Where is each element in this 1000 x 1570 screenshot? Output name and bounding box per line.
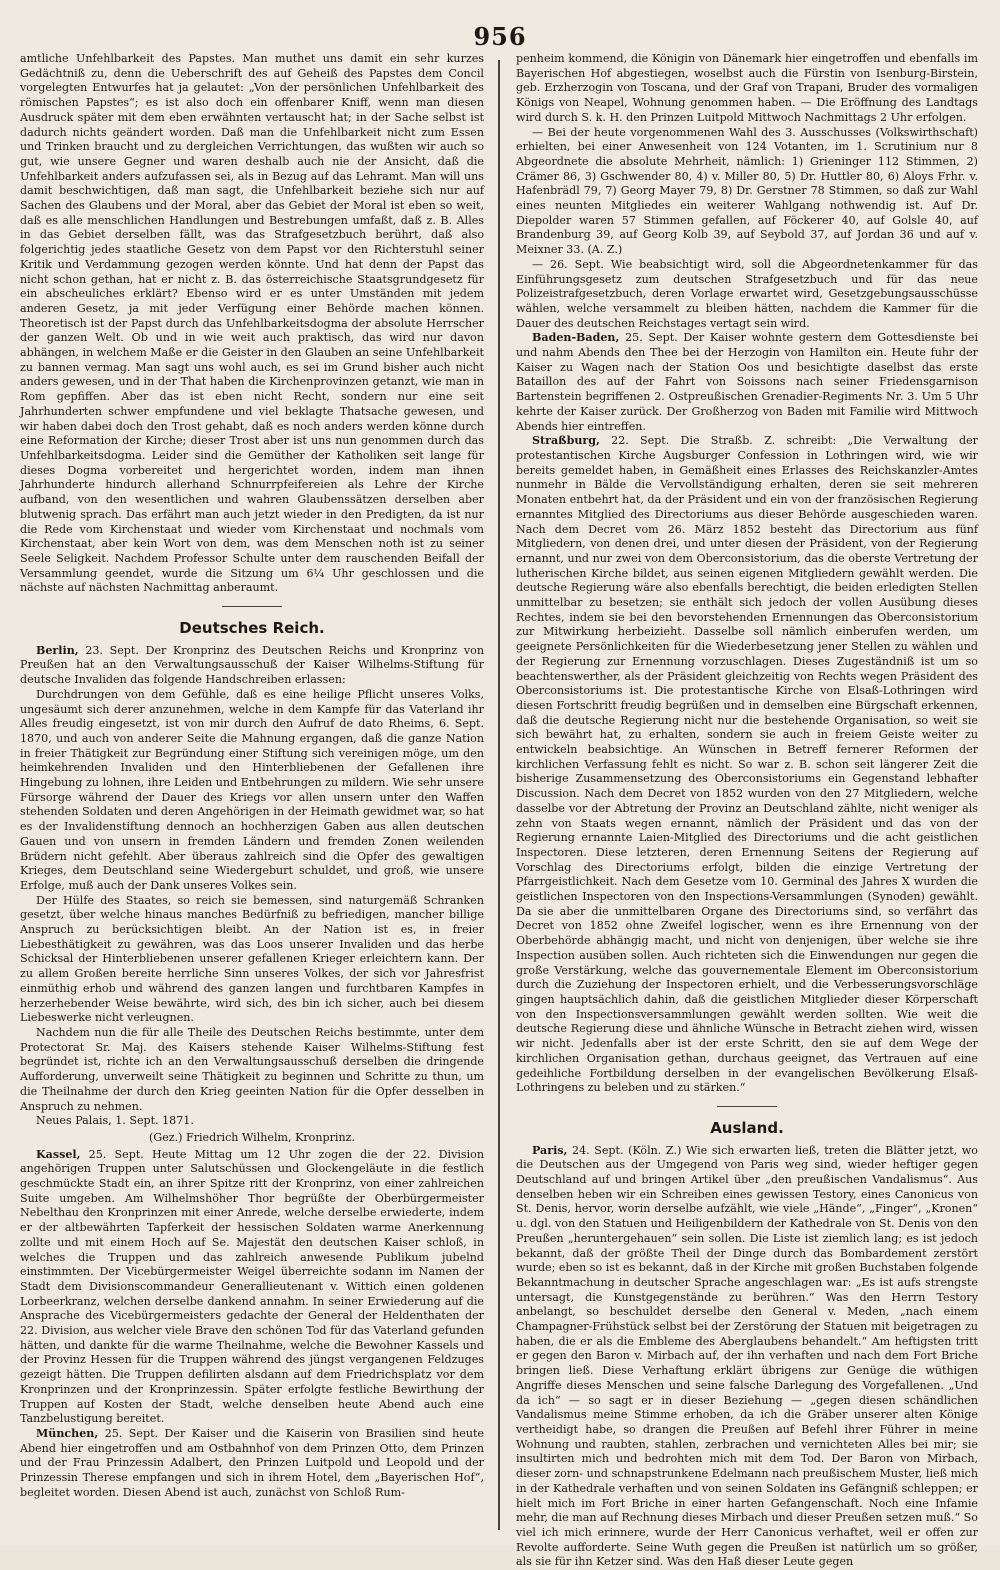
letter-paragraph: Durchdrungen von dem Gefühle, daß es eine heilige Pflicht unseres Volks, ungesäumt sich derer anzunehmen, welche in dem Kampfe für das Vaterland ihr Alles freudig eingesetzt, ist von mir durch den Aufruf de dato Rheims, 6. Sept. 1870, und auch von anderer Seite die Mahnung ergangen, daß die ganze Nation in freier Thätigkeit zur Begründung einer Stiftung sich vereinigen möge, um den heimkehrenden Invaliden und den Hinterbliebenen der Gefallenen ihre Hingebung zu lohnen, ihre Leiden und Entbehrungen zu mildern. Wie sehr unsere Fürsorge während der Dauer des Kriegs vor allen unsern unter den Waffen stehenden Soldaten und deren Angehörigen in der Heimath gewidmet war, so hat es der Invalidenstiftung dennoch an hochherzigen Gaben aus allen deutschen Gauen und von unsern in fremden Ländern und fremden Zonen weilenden Brüdern nicht gefehlt. Aber überaus zahlreich sind die Opfer des gewaltigen Krieges, dem Deutschland seine Wiedergeburt schuldet, und groß, wie unsere Erfolge, muß auch der Dank unseres Volkes sein.	[20, 687, 484, 892]
dateline-city: Paris,	[532, 1143, 568, 1157]
article-muenchen	[20, 1427, 484, 1501]
article-paragraph: penheim kommend, die Königin von Dänemark hier eingetroffen und ebenfalls im Bayerischen Hof abgestiegen, woselbst auch die Fürstin von Isenburg-Birstein, geb. Erzherzogin von Toscana, und der Graf von Trapani, Bruder des vormaligen Königs von Neapel, Wohnung genommen haben. — Die Eröffnung des Landtags wird durch S. k. H. den Prinzen Luitpold Mittwoch Nachmittags 2 Uhr erfolgen.	[516, 52, 978, 124]
dateline-city: Berlin,	[36, 643, 79, 657]
article-paris	[516, 1144, 978, 1570]
article-text: 22. Sept. Die Straßb. Z. schreibt: „Die Verwaltung der protestantischen Kirche Augsburger Confession in Lothringen wird, wie wir bereits gemeldet haben, in Gemäßheit eines Erlasses des Reichskanzler-Amtes nunmehr in Bälde die Vervollständigung erhalten, deren sie seit mehreren Monaten entbehrt hat, da der Präsident und ein von der französischen Regierung ernanntes Mitglied des Directoriums aus dieser Behörde ausgeschieden waren. Nach dem Decret vom 26. März 1852 besteht das Directorium aus fünf Mitgliedern, von denen drei, und unter diesen der Präsident, von der Regierung ernannt, und nur zwei von dem Oberconsistorium, das die oberste Vertretung der lutherischen Kirche bildet, aus seinen eigenen Mitgliedern gewählt werden. Die deutsche Regierung wäre also ebenfalls berechtigt, die beiden erledigten Stellen unmittelbar zu besetzen; sie enthält sich jedoch der vollen Ausübung dieses Rechtes, indem sie bei den bevorstehenden Ernennungen das Oberconsistorium zur Mitwirkung herbeizieht. Dasselbe soll nämlich einberufen werden, um geeignete Persönlichkeiten für die Wiederbesetzung jener Stellen zu wählen und der Regierung zur Ernennung vorzuschlagen. Dieses Zugeständniß ist um so beachtenswerther, als der Präsident gleichzeitig von Rechts wegen Präsident des Oberconsistoriums ist. Die protestantische Kirche von Elsaß-Lothringen wird diesen Fortschritt freudig begrüßen und in demselben eine Bürgschaft erkennen, daß die deutsche Regierung nicht nur die bestehende Organisation, so weit sie sich bewährt hat, zu erhalten, sondern sie auch in freiem Geiste weiter zu entwickeln beabsichtige. An Wünschen in Betreff fernerer Reformen der kirchlichen Verfassung fehlt es nicht. So war z. B. schon seit längerer Zeit die bisherige Zusammensetzung des Oberconsistoriums ein Gegenstand lebhafter Discussion. Nach dem Decret von 1852 wurden von den 27 Mitgliedern, welche dasselbe vor der Abtretung der Provinz an Deutschland zählte, nicht weniger als zehn von Staats wegen ernannt, nämlich der Präsident und das von der Regierung ernannte Laien-Mitglied des Directoriums und die acht geistlichen Inspectoren. Diese letzteren, deren Ernennung Seitens der Regierung auf Vorschlag des Directoriums erfolgt, bilden die einzige Vertretung der Pfarrgeistlichkeit. Nach dem Gesetze vom 10. Germinal des Jahres X wurden die geistlichen Inspectoren von den Inspections-Versammlungen (Synoden) gewählt. Da sie aber die unmittelbaren Organe des Directoriums sind, so verfährt das Decret von 1852 ohne Zweifel logischer, wenn es ihre Ernennung von der Oberbehörde abhängig macht, und nicht von denjenigen, über welche sie ihre Inspection ausüben sollen. Auch richteten sich die Einwendungen nur gegen die große Verstärkung, welche das gouvernementale Element im Oberconsistorium durch die Zuziehung der Inspectoren erhielt, und die Verbesserungsvorschläge gingen hauptsächlich dahin, daß die geistlichen Mitglieder dieser Körperschaft von den Inspectionsversammlungen gewählt werden sollten. Wie weit die deutsche Regierung diese und ähnliche Wünsche in Betracht ziehen wird, wissen wir nicht. Jedenfalls aber ist der erste Schritt, den sie auf dem Wege der kirchlichen Organisation gethan, durchaus geeignet, das Vertrauen auf eine gedeihliche Fortbildung derselben in der evangelischen Bevölkerung Elsaß-Lothringens zu beleben und zu stärken.“	[516, 434, 978, 1095]
letter-paragraph: Der Hülfe des Staates, so reich sie bemessen, sind naturgemäß Schranken gesetzt, über welche hinaus manches Bedürfniß zu befriedigen, mancher billige Anspruch zu berücksichtigen bleibt. An der Nation ist es, in freier Liebesthätigkeit zu gewähren, was das Loos unserer Invaliden und das herbe Schicksal der Hinterbliebenen unserer gefallenen Krieger erleichtern kann. Der zu allem Großen bereite herrliche Sinn unseres Volkes, der sich vor Jahresfrist einmüthig erhob und während des ganzen langen und furchtbaren Kampfes in herzerhebender Weise bewährte, wird sich, des bin ich sicher, auch bei diesem Liebeswerke nicht verleugnen.	[20, 893, 484, 1025]
page-number: 956	[473, 22, 527, 51]
dateline-city: Straßburg,	[532, 434, 600, 448]
article-baden-baden	[516, 331, 978, 434]
divider	[222, 606, 282, 607]
letter-paragraph: Nachdem nun die für alle Theile des Deutschen Reichs bestimmte, unter dem Protectorat Sr. Maj. des Kaisers stehende Kaiser Wilhelms-Stiftung fest begründet ist, richte ich an den Verwaltungsausschuß derselben die dringende Aufforderung, unverweilt seine Thätigkeit zu beginnen und Schritte zu thun, um die Theilnahme der durch den Krieg geeinten Nation für die Opfer desselben in Anspruch zu nehmen.	[20, 1026, 484, 1113]
article-text: 25. Sept. Heute Mittag um 12 Uhr zogen die der 22. Division angehörigen Truppen unter Salutschüssen und Glockengeläute in die festlich geschmückte Stadt ein, an ihrer Spitze ritt der Kronprinz, von einer zahlreichen Suite umgeben. Am Wilhelmshöher Thor begrüßte der Oberbürgermeister Nebelthau den Kronprinzen mit einer Anrede, welche derselbe erwiederte, indem er der altbewährten Tapferkeit der hessischen Soldaten warme Anerkennung zollte und mit einem Hoch auf Se. Majestät den deutschen Kaiser schloß, in welches die Truppen und das zahlreich anwesende Publikum jubelnd einstimmten. Der Vicebürgermeister Weigel überreichte sodann im Namen der Stadt dem Divisionscommandeur Generallieutenant v. Wittich einen goldenen Lorbeerkranz, welchen derselbe dankend annahm. In seiner Erwiederung auf die Ansprache des Vicebürgermeisters gedachte der General der Heldenthaten der 22. Division, aus welcher viele Brave den schönen Tod für das Vaterland gefunden hätten, und dankte für die warme Theilnahme, welche die Bewohner Kassels und der Provinz Hessen für die Truppen während des jüngst vergangenen Feldzuges gezeigt hätten. Die Truppen defilirten alsdann auf dem Friedrichsplatz vor dem Kronprinzen und der Kronprinzessin. Später erfolgte festliche Bewirthung der Truppen auf Kosten der Stadt, welche denselben heute Abend auch eine Tanzbelustigung bereitet.	[20, 1147, 484, 1426]
letter-dateline: Neues Palais, 1. Sept. 1871.	[36, 1114, 194, 1128]
right-column	[506, 52, 978, 1569]
column-rule	[498, 60, 500, 1530]
article-paragraph: — 26. Sept. Wie beabsichtigt wird, soll die Abgeordnetenkammer für das Einführungsgesetz zum deutschen Strafgesetzbuch und für das neue Polizeistrafgesetzbuch, deren Vorlage erwartet wird, Gesetzgebungsausschüsse wählen, welche versammelt zu bleiben hätten, nachdem die Kammer für die Dauer des deutschen Reichstages vertagt sein wird.	[516, 257, 978, 330]
columns	[20, 52, 980, 1569]
article-paragraph: — Bei der heute vorgenommenen Wahl des 3. Ausschusses (Volkswirthschaft) erhielten, bei einer Anwesenheit von 124 Votanten, im 1. Scrutinium nur 8 Abgeordnete die absolute Mehrheit, nämlich: 1) Grieninger 112 Stimmen, 2) Crämer 86, 3) Gschwender 80, 4) v. Miller 80, 5) Dr. Huttler 80, 6) Aloys Frhr. v. Hafenbrädl 79, 7) Georg Mayer 79, 8) Dr. Gerstner 78 Stimmen, so daß zur Wahl eines neunten Mitgliedes ein weiterer Wahlgang nothwendig ist. Auf Dr. Diepolder waren 57 Stimmen gefallen, auf Föckerer 40, auf Golsle 40, auf Brandenburg 39, auf Georg Kolb 39, auf Seybold 37, auf Jordan 36 und auf v. Meixner 33. (A. Z.)	[516, 125, 978, 257]
article-text: 23. Sept. Der Kronprinz des Deutschen Reichs und Kronprinz von Preußen hat an den Verwaltungsausschuß der Kaiser Wilhelms-Stiftung für deutsche Invaliden das folgende Handschreiben erlassen:	[20, 643, 484, 687]
article-kassel	[20, 1148, 484, 1427]
section-heading-deutsches-reich: Deutsches Reich.	[179, 619, 325, 638]
article-strassburg	[516, 434, 978, 1096]
article-text: 25. Sept. Der Kaiser und die Kaiserin von Brasilien sind heute Abend hier eingetroffen und am Ostbahnhof von dem Prinzen Otto, dem Prinzen und der Frau Prinzessin Adalbert, den Prinzen Luitpold und Leopold und der Prinzessin Therese empfangen und sich in ihrem Hotel, dem „Bayerischen Hof“, begleitet worden. Diesen Abend ist auch, zunächst von Schloß Rum-	[20, 1426, 484, 1499]
divider	[717, 1106, 777, 1107]
article-berlin	[20, 644, 484, 688]
article-paragraph: amtliche Unfehlbarkeit des Papstes. Man muthet uns damit ein sehr kurzes Gedächtniß zu, denn die Ueberschrift des auf Geheiß des Papstes dem Concil vorgelegten Entwurfes hat ja gelautet: „Von der persönlichen Unfehlbarkeit des römischen Papstes“; es ist also doch ein offenbarer Kniff, wenn man diesen Ausdruck später mit dem eben erwähnten vertauscht hat; in der Sache selbst ist dadurch nichts geändert worden. Daß man die Unfehlbarkeit nicht zum Essen und Trinken braucht und zu dergleichen Verrichtungen, das wußten wir auch so gut, wie unsere Gegner und waren deshalb auch nie der Ansicht, daß die Unfehlbarkeit anders aufzufassen sei, als in Bezug auf das Lehramt. Man will uns damit beschwichtigen, daß man sagt, die Unfehlbarkeit beziehe sich nur auf Sachen des Glaubens und der Moral, aber das Gebiet der Moral ist eben so weit, daß es alle menschlichen Handlungen und Bestrebungen umfaßt, daß z. B. Alles in das Gebiet derselben fällt, was das Strafgesetzbuch berührt, daß also folgerichtig jedes staatliche Gesetz von dem Papst vor den Richterstuhl seiner Kritik und Verdammung gezogen werden könnte. Und hat denn der Papst das nicht schon gethan, hat er nicht z. B. das österreichische Staatsgrundgesetz für ein abscheuliches erklärt? Ebenso wird er es unter Umständen mit jedem anderen Gesetz, ja mit jeder Verfügung einer Behörde machen können. Theoretisch ist der Papst durch das Unfehlbarkeitsdogma der absolute Herrscher der ganzen Welt. Ob und in wie weit auch praktisch, das wird nur davon abhängen, in welchem Maße er die Geister in den Glauben an seine Unfehlbarkeit zu bannen vermag. Man sagt uns wohl auch, es sei im Grund bisher auch nicht anders gewesen, und in der That haben die Kirchenprovinzen getanzt, wie man in Rom gepfiffen. Aber das ist eben nicht Recht, sondern nur eine seit Jahrhunderten schwer empfundene und viel beklagte Thatsache gewesen, und wir haben dabei doch den Trost gehabt, daß es noch anders werden könne durch eine Reformation der Kirche; dieser Trost aber ist uns nun genommen durch das Unfehlbarkeitsdogma. Leider sind die Gemüther der Katholiken seit lange für dieses Dogma vorbereitet und hergerichtet worden, indem man ihnen Jahrhunderte hindurch allerhand Schnurrpfeifereien als Lehre der Kirche aufband, von den wesentlichen und wahren Glaubenssätzen derselben aber blutwenig sprach. Das erfährt man auch jetzt wieder in den Predigten, da ist nur die Rede vom Kirchenstaat und wieder vom Kirchenstaat und nochmals vom Kirchenstaat, aber kein Wort von dem, was dem Menschen noth ist zu seiner Seele Seligkeit. Nachdem Professor Schulte unter dem rauschenden Beifall der Versammlung geendet, wurde die Sitzung um 6¼ Uhr geschlossen und die nächste auf nächsten Nachmittag anberaumt.	[20, 52, 484, 595]
dateline-city: Baden-Baden,	[532, 331, 620, 345]
dateline-city: Kassel,	[36, 1147, 81, 1161]
dateline-city: München,	[36, 1426, 99, 1440]
left-column	[20, 52, 492, 1537]
section-heading-ausland: Ausland.	[710, 1118, 784, 1137]
article-text: 25. Sept. Der Kaiser wohnte gestern dem Gottesdienste bei und nahm Abends den Thee bei der Herzogin von Hamilton ein. Heute fuhr der Kaiser zu Wagen nach der Station Oos und besichtigte daselbst das erste Bataillon des auf der Fahrt von Soissons nach seiner Friedensgarnison Bartenstein begriffenen 2. Ostpreußischen Grenadier-Regiments Nr. 3. Um 5 Uhr kehrte der Kaiser zurück. Der Großherzog von Baden mit Familie wird Mittwoch Abends hier eintreffen.	[516, 331, 978, 433]
letter-signature: (Gez.) Friedrich Wilhelm, Kronprinz.	[149, 1130, 355, 1144]
article-text: 24. Sept. (Köln. Z.) Wie sich erwarten ließ, treten die Blätter jetzt, wo die Deutschen aus der Umgegend von Paris weg sind, wieder heftiger gegen Deutschland auf und bringen Artikel über „den preußischen Vandalismus“. Aus denselben heben wir ein Schreiben eines gewissen Testory, eines Canonicus von St. Denis, hervor, worin derselbe aufzählt, wie viele „Hände“, „Finger“, „Kronen“ u. dgl. von den Statuen und Heiligenbildern der Kathedrale von St. Denis von den Preußen „heruntergehauen“ sein sollen. Die Liste ist ziemlich lang; es ist jedoch bekannt, daß der größte Theil der Dinge durch das Bombardement zerstört wurde; eben so ist es bekannt, daß in der Kirche mit großen Buchstaben folgende Bekanntmachung in deutscher Sprache angeschlagen war: „Es ist aufs strengste untersagt, die Kunstgegenstände zu berühren.“ Was den Herrn Testory anbelangt, so beschuldet derselbe den General v. Meden, „nach einem Champagner-Frühstück selbst bei der Zerstörung der Statuen mit beigetragen zu haben, die er als die Embleme des Aberglaubens behandelt.“ Am heftigsten tritt er gegen den Baron v. Mirbach auf, der ihn verhaften und nach dem Fort Briche bringen ließ. Diese Verhaftung erklärt übrigens zur Genüge die wüthigen Angriffe dieses Menschen und seine falsche Darlegung des Vorgefallenen. „Und da ich“ — so sagt er in dieser Beziehung — „gegen diesen schändlichen Vandalismus meine Stimme erhoben, da ich die Gräber unserer alten Könige vertheidigt habe, so drangen die Preußen auf Befehl ihrer Führer in meine Wohnung und raubten, stahlen, zerbrachen und vernichteten Alles bei mir; sie insultirten mich und bedrohten mich mit dem Tod. Der Baron von Mirbach, dieser zorn- und schnapstrunkene Edelmann nach preußischem Muster, ließ mich in der Kathedrale verhaften und von seinen Soldaten ins Gefängniß schleppen; er hielt mich im Fort Briche in einer harten Gefangenschaft. Noch eine Infamie mehr, die man auf Rechnung dieses Mirbach und dieser Preußen setzen muß.“ So viel ich mich erinnere, wurde der Herr Canonicus verhaftet, weil er offen zur Revolte aufforderte. Seine Wuth gegen die Preußen ist natürlich um so größer, als sie für ihn Ketzer sind. Was den Haß dieser Leute gegen	[516, 1143, 978, 1569]
